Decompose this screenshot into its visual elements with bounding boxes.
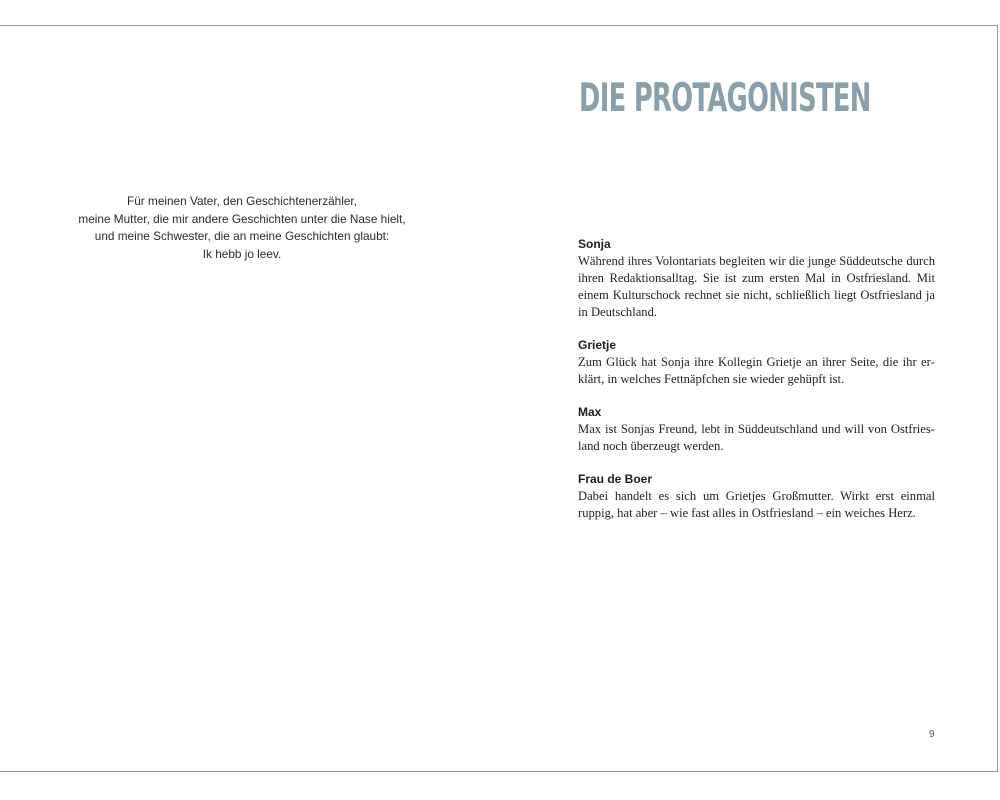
character-entry-grietje bbox=[578, 337, 935, 388]
character-name: Frau de Boer bbox=[578, 472, 653, 486]
character-name: Sonja bbox=[578, 237, 611, 251]
character-description: Zum Glück hat Sonja ihre Kollegin Grietje an ihrer Seite, die ihr erklärt, in welches Fettnäpfchen sie wieder gehüpft ist. bbox=[578, 355, 935, 386]
character-entry-sonja bbox=[578, 236, 935, 321]
character-list bbox=[578, 236, 935, 538]
dedication bbox=[60, 193, 424, 263]
character-description: Max ist Sonjas Freund, lebt in Süddeutschland und will von Ostfriesland noch überzeugt werden. bbox=[578, 422, 935, 453]
book-spread bbox=[0, 25, 998, 772]
dedication-line: Für meinen Vater, den Geschichtenerzähler, bbox=[127, 194, 357, 208]
left-page bbox=[0, 26, 499, 771]
dedication-line: und meine Schwester, die an meine Geschichten glaubt: bbox=[94, 229, 390, 243]
right-page bbox=[499, 26, 998, 771]
character-entry-max bbox=[578, 404, 935, 455]
character-name: Max bbox=[578, 405, 602, 419]
page-number: 9 bbox=[929, 729, 935, 740]
character-description: Dabei handelt es sich um Grietjes Großmutter. Wirkt erst einmal ruppig, hat aber – wie fast alles in Ostfriesland – ein weiches Herz. bbox=[578, 489, 935, 520]
dedication-line: meine Mutter, die mir andere Geschichten unter die Nase hielt, bbox=[78, 211, 406, 226]
chapter-title: DIE PROTAGONISTEN bbox=[579, 76, 871, 121]
character-name: Grietje bbox=[578, 338, 617, 352]
character-entry-frau-de-boer bbox=[578, 471, 935, 522]
character-description: Während ihres Volontariats begleiten wir die junge Süddeutsche durch ihren Redaktionsalltag. Sie ist zum ersten Mal in Ostfriesland. Mit einem Kulturschock rechnet sie nicht, schließlich liegt Ostfriesland ja in Deutschland. bbox=[578, 254, 935, 319]
dedication-line: Ik hebb jo leev. bbox=[202, 246, 282, 261]
